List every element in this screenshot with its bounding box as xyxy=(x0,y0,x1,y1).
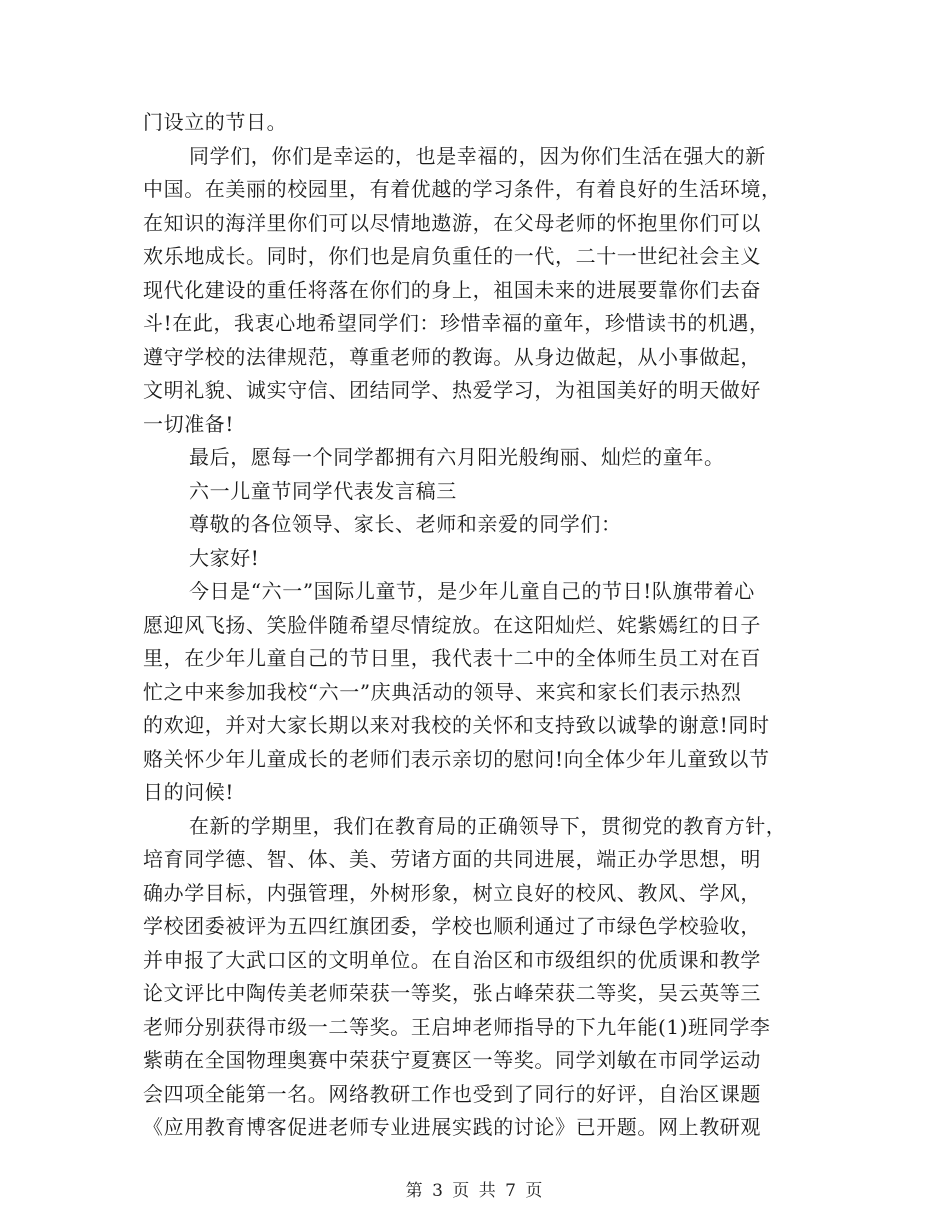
text-line: 尊敬的各位领导、家长、老师和亲爱的同学们： xyxy=(189,512,622,536)
text-line: 今日是“六一”国际儿童节，是少年儿童自己的节日!队旗带着心 xyxy=(189,579,755,603)
text-line: 中国。在美丽的校园里，有着优越的学习条件，有着良好的生活环境， xyxy=(143,177,782,201)
text-line: 学校团委被评为五四红旗团委，学校也顺利通过了市绿色学校验收， xyxy=(143,914,761,938)
text-line: 遵守学校的法律规范，尊重老师的教诲。从身边做起，从小事做起， xyxy=(143,344,761,369)
text-line: 确办学目标，内强管理，外树形象，树立良好的校风、教风、学风， xyxy=(143,880,761,905)
text-line: 老师分别获得市级一二等奖。王启坤老师指导的下九年能(1)班同学李 xyxy=(143,1014,771,1039)
text-line: 在知识的海洋里你们可以尽情地遨游，在父母老师的怀抱里你们可以 xyxy=(143,210,761,235)
text-line: 愿迎风飞扬、笑脸伴随希望尽情绽放。在这阳灿烂、姹紫嫣红的日子 xyxy=(143,612,761,637)
text-line: 并申报了大武口区的文明单位。在自治区和市级组织的优质课和教学 xyxy=(143,947,761,972)
text-line: 欢乐地成长。同时，你们也是肩负重任的一代，二十一世纪社会主义 xyxy=(143,244,761,268)
text-line: 论文评比中陶传美老师荣获一等奖，张占峰荣获二等奖，吴云英等三 xyxy=(143,981,761,1005)
text-line: 培育同学德、智、体、美、劳诸方面的共同进展，端正办学思想，明 xyxy=(143,847,761,871)
page-number-label: 第 3 页 共 7 页 xyxy=(405,1181,545,1201)
text-line: 同学们，你们是幸运的，也是幸福的，因为你们生活在强大的新 xyxy=(189,143,766,168)
text-line: 现代化建设的重任将落在你们的身上，祖国未来的进展要靠你们去奋 xyxy=(143,277,761,302)
text-line: 忙之中来参加我校“六一”庆典活动的领导、来宾和家长们表示热烈 xyxy=(143,679,742,704)
text-line: 会四项全能第一名。网络教研工作也受到了同行的好评，自治区课题 xyxy=(143,1081,761,1106)
text-line: 日的问候! xyxy=(143,780,235,804)
page-footer xyxy=(0,1176,950,1201)
text-line: 大家好! xyxy=(189,545,260,570)
document-body xyxy=(143,106,815,1145)
text-line: 紫萌在全国物理奥赛中荣获宁夏赛区一等奖。同学刘敏在市同学运动 xyxy=(143,1048,761,1072)
text-line: 最后，愿每一个同学都拥有六月阳光般绚丽、灿烂的童年。 xyxy=(189,445,725,469)
text-line: 六一儿童节同学代表发言稿三 xyxy=(189,478,457,503)
text-line: 《应用教育博客促进老师专业进展实践的讨论》已开题。网上教研观 xyxy=(143,1115,761,1139)
text-line: 文明礼貌、诚实守信、团结同学、热爱学习，为祖国美好的明天做好 xyxy=(143,378,761,402)
text-line: 里，在少年儿童自己的节日里，我代表十二中的全体师生员工对在百 xyxy=(143,646,761,670)
text-line: 一切准备! xyxy=(143,411,235,436)
text-line: 在新的学期里，我们在教育局的正确领导下，贯彻党的教育方针， xyxy=(189,813,787,838)
text-line: 门设立的节日。 xyxy=(143,110,288,134)
text-line: 斗!在此，我衷心地希望同学们：珍惜幸福的童年，珍惜读书的机遇， xyxy=(143,311,770,335)
text-line: 赂关怀少年儿童成长的老师们表示亲切的慰问!向全体少年儿童致以节 xyxy=(143,746,770,771)
text-line: 的欢迎，并对大家长期以来对我校的关怀和支持致以诚挚的谢意!同时 xyxy=(143,713,770,737)
